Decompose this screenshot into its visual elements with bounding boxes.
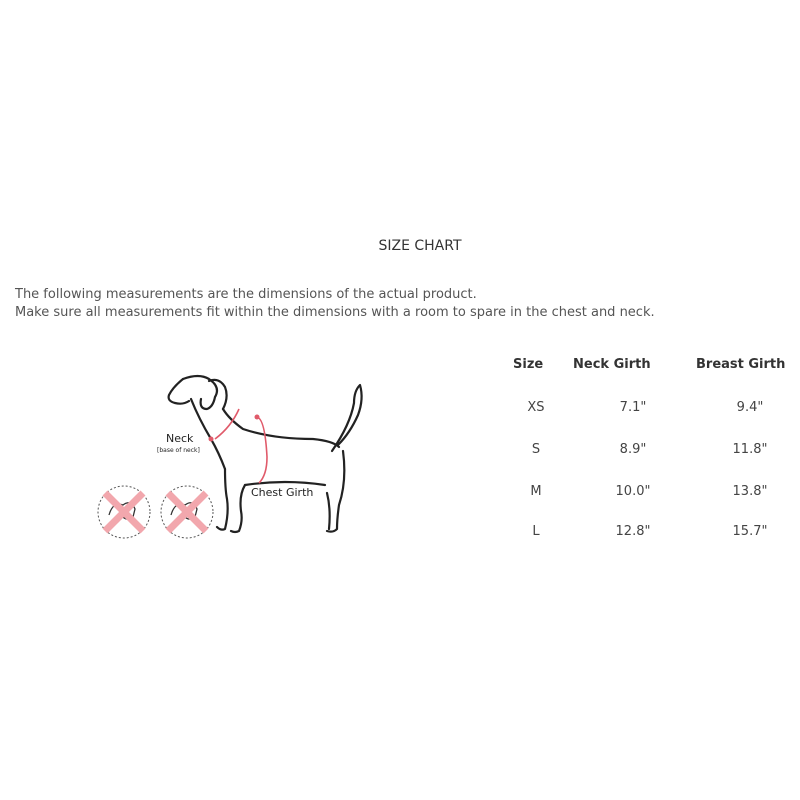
- cell-breast-s: 11.8": [732, 442, 768, 457]
- cell-size-s: S: [531, 442, 541, 457]
- cell-breast-xs: 9.4": [736, 400, 764, 415]
- dog-outline: [169, 376, 362, 532]
- dog-diagram: [95, 375, 375, 545]
- cell-size-l: L: [532, 524, 540, 539]
- header-neck-girth: Neck Girth: [573, 357, 651, 372]
- header-size: Size: [513, 357, 544, 372]
- wrong-position-2-icon: [161, 486, 213, 538]
- measurement-lines: [209, 409, 268, 483]
- neck-sub-label: [base of neck]: [157, 447, 200, 454]
- cell-neck-xs: 7.1": [619, 400, 647, 415]
- dog-measurement-illustration: [95, 375, 375, 545]
- cell-size-m: M: [530, 484, 542, 499]
- cell-size-xs: XS: [527, 400, 545, 415]
- neck-label: Neck: [166, 432, 194, 445]
- chest-girth-line: [257, 417, 267, 483]
- intro-text: [15, 286, 655, 322]
- cell-breast-l: 15.7": [732, 524, 768, 539]
- cell-neck-s: 8.9": [619, 442, 647, 457]
- header-breast-girth: Breast Girth: [696, 357, 786, 372]
- cell-neck-l: 12.8": [615, 524, 651, 539]
- chest-girth-label: Chest Girth: [251, 486, 314, 499]
- cell-breast-m: 13.8": [732, 484, 768, 499]
- cell-neck-m: 10.0": [615, 484, 651, 499]
- page-title: SIZE CHART: [378, 238, 462, 254]
- intro-line-1: The following measurements are the dimensions of the actual product.: [15, 287, 477, 302]
- intro-line-2: Make sure all measurements fit within the dimensions with a room to spare in the chest and neck.: [15, 305, 655, 320]
- wrong-position-1-icon: [98, 486, 150, 538]
